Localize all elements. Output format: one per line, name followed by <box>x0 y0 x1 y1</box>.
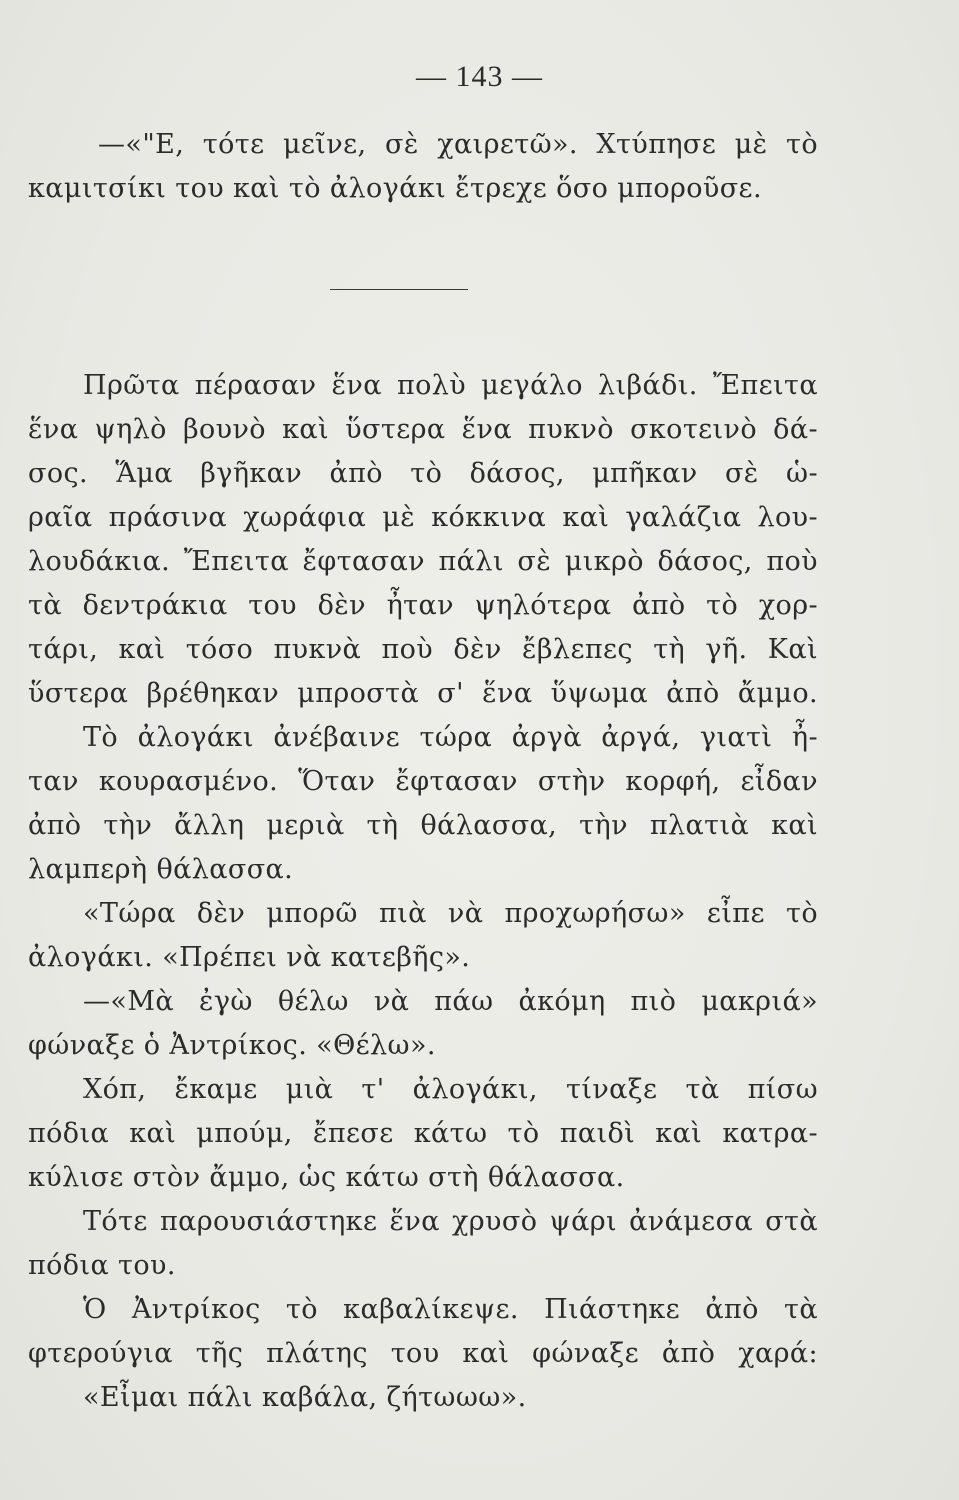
section-separator <box>330 289 468 290</box>
text-line: ἕνα ψηλὸ βουνὸ καὶ ὕστερα ἕνα πυκνὸ σκοτεινὸ δά- <box>28 414 818 445</box>
text-line: «Τώρα δὲν μπορῶ πιὰ νὰ προχωρήσω» εἶπε τὸ <box>83 898 818 929</box>
text-line: ραῖα πράσινα χωράφια μὲ κόκκινα καὶ γαλάζια λου- <box>28 502 818 533</box>
text-line: πόδια του. <box>28 1250 176 1281</box>
text-line: φώναξε ὁ Ἀντρίκος. «Θέλω». <box>28 1030 436 1061</box>
main-text <box>28 364 818 1420</box>
text-line: λουδάκια. Ἔπειτα ἔφτασαν πάλι σὲ μικρὸ δάσος, ποὺ <box>28 546 818 577</box>
top-paragraph <box>28 123 818 211</box>
page-number: — 143 — <box>416 60 543 93</box>
text-line: Ὁ Ἀντρίκος τὸ καβαλίκεψε. Πιάστηκε ἀπὸ τὰ <box>83 1294 818 1325</box>
text-line: φτερούγια τῆς πλάτης του καὶ φώναξε ἀπὸ χαρά: <box>28 1338 818 1369</box>
text-line: τάρι, καὶ τόσο πυκνὰ ποὺ δὲν ἔβλεπες τὴ γῆ. Καὶ <box>28 634 818 665</box>
text-line: ἀπὸ τὴν ἄλλη μεριὰ τὴ θάλασσα, τὴν πλατιὰ καὶ <box>28 810 818 841</box>
text-line: ταν κουρασμένο. Ὅταν ἔφτασαν στὴν κορφή, εἶδαν <box>28 766 818 797</box>
text-line: ἀλογάκι. «Πρέπει νὰ κατεβῆς». <box>28 942 471 973</box>
text-line: ὕστερα βρέθηκαν μπροστὰ σ' ἕνα ὕψωμα ἀπὸ ἄμμο. <box>28 678 818 709</box>
text-line: —«Μὰ ἐγὼ θέλω νὰ πάω ἀκόμη πιὸ μακριά» <box>83 986 818 1017</box>
text-line: —«"Ε, τότε μεῖνε, σὲ χαιρετῶ». Χτύπησε μὲ τὸ <box>98 129 818 160</box>
text-line: Τότε παρουσιάστηκε ἕνα χρυσὸ ψάρι ἀνάμεσα στὰ <box>83 1206 818 1237</box>
text-line: σος. Ἅμα βγῆκαν ἀπὸ τὸ δάσος, μπῆκαν σὲ ὡ- <box>28 458 818 489</box>
text-line: πόδια καὶ μπούμ, ἔπεσε κάτω τὸ παιδὶ καὶ κατρα- <box>28 1118 818 1149</box>
text-line: Πρῶτα πέρασαν ἕνα πολὺ μεγάλο λιβάδι. Ἔπειτα <box>83 370 818 401</box>
text-line: Τὸ ἀλογάκι ἀνέβαινε τώρα ἀργὰ ἀργά, γιατὶ ἦ- <box>83 722 818 753</box>
text-line: κύλισε στὸν ἄμμο, ὡς κάτω στὴ θάλασσα. <box>28 1162 625 1193</box>
text-line: τὰ δεντράκια του δὲν ἦταν ψηλότερα ἀπὸ τὸ χορ- <box>28 590 818 621</box>
text-line: καμιτσίκι του καὶ τὸ ἀλογάκι ἔτρεχε ὅσο μποροῦσε. <box>28 173 762 204</box>
text-line: Χόπ, ἔκαμε μιὰ τ' ἀλογάκι, τίναξε τὰ πίσω <box>83 1074 818 1105</box>
text-line: λαμπερὴ θάλασσα. <box>28 854 294 885</box>
text-line: «Εἶμαι πάλι καβάλα, ζήτωωω». <box>83 1382 527 1413</box>
